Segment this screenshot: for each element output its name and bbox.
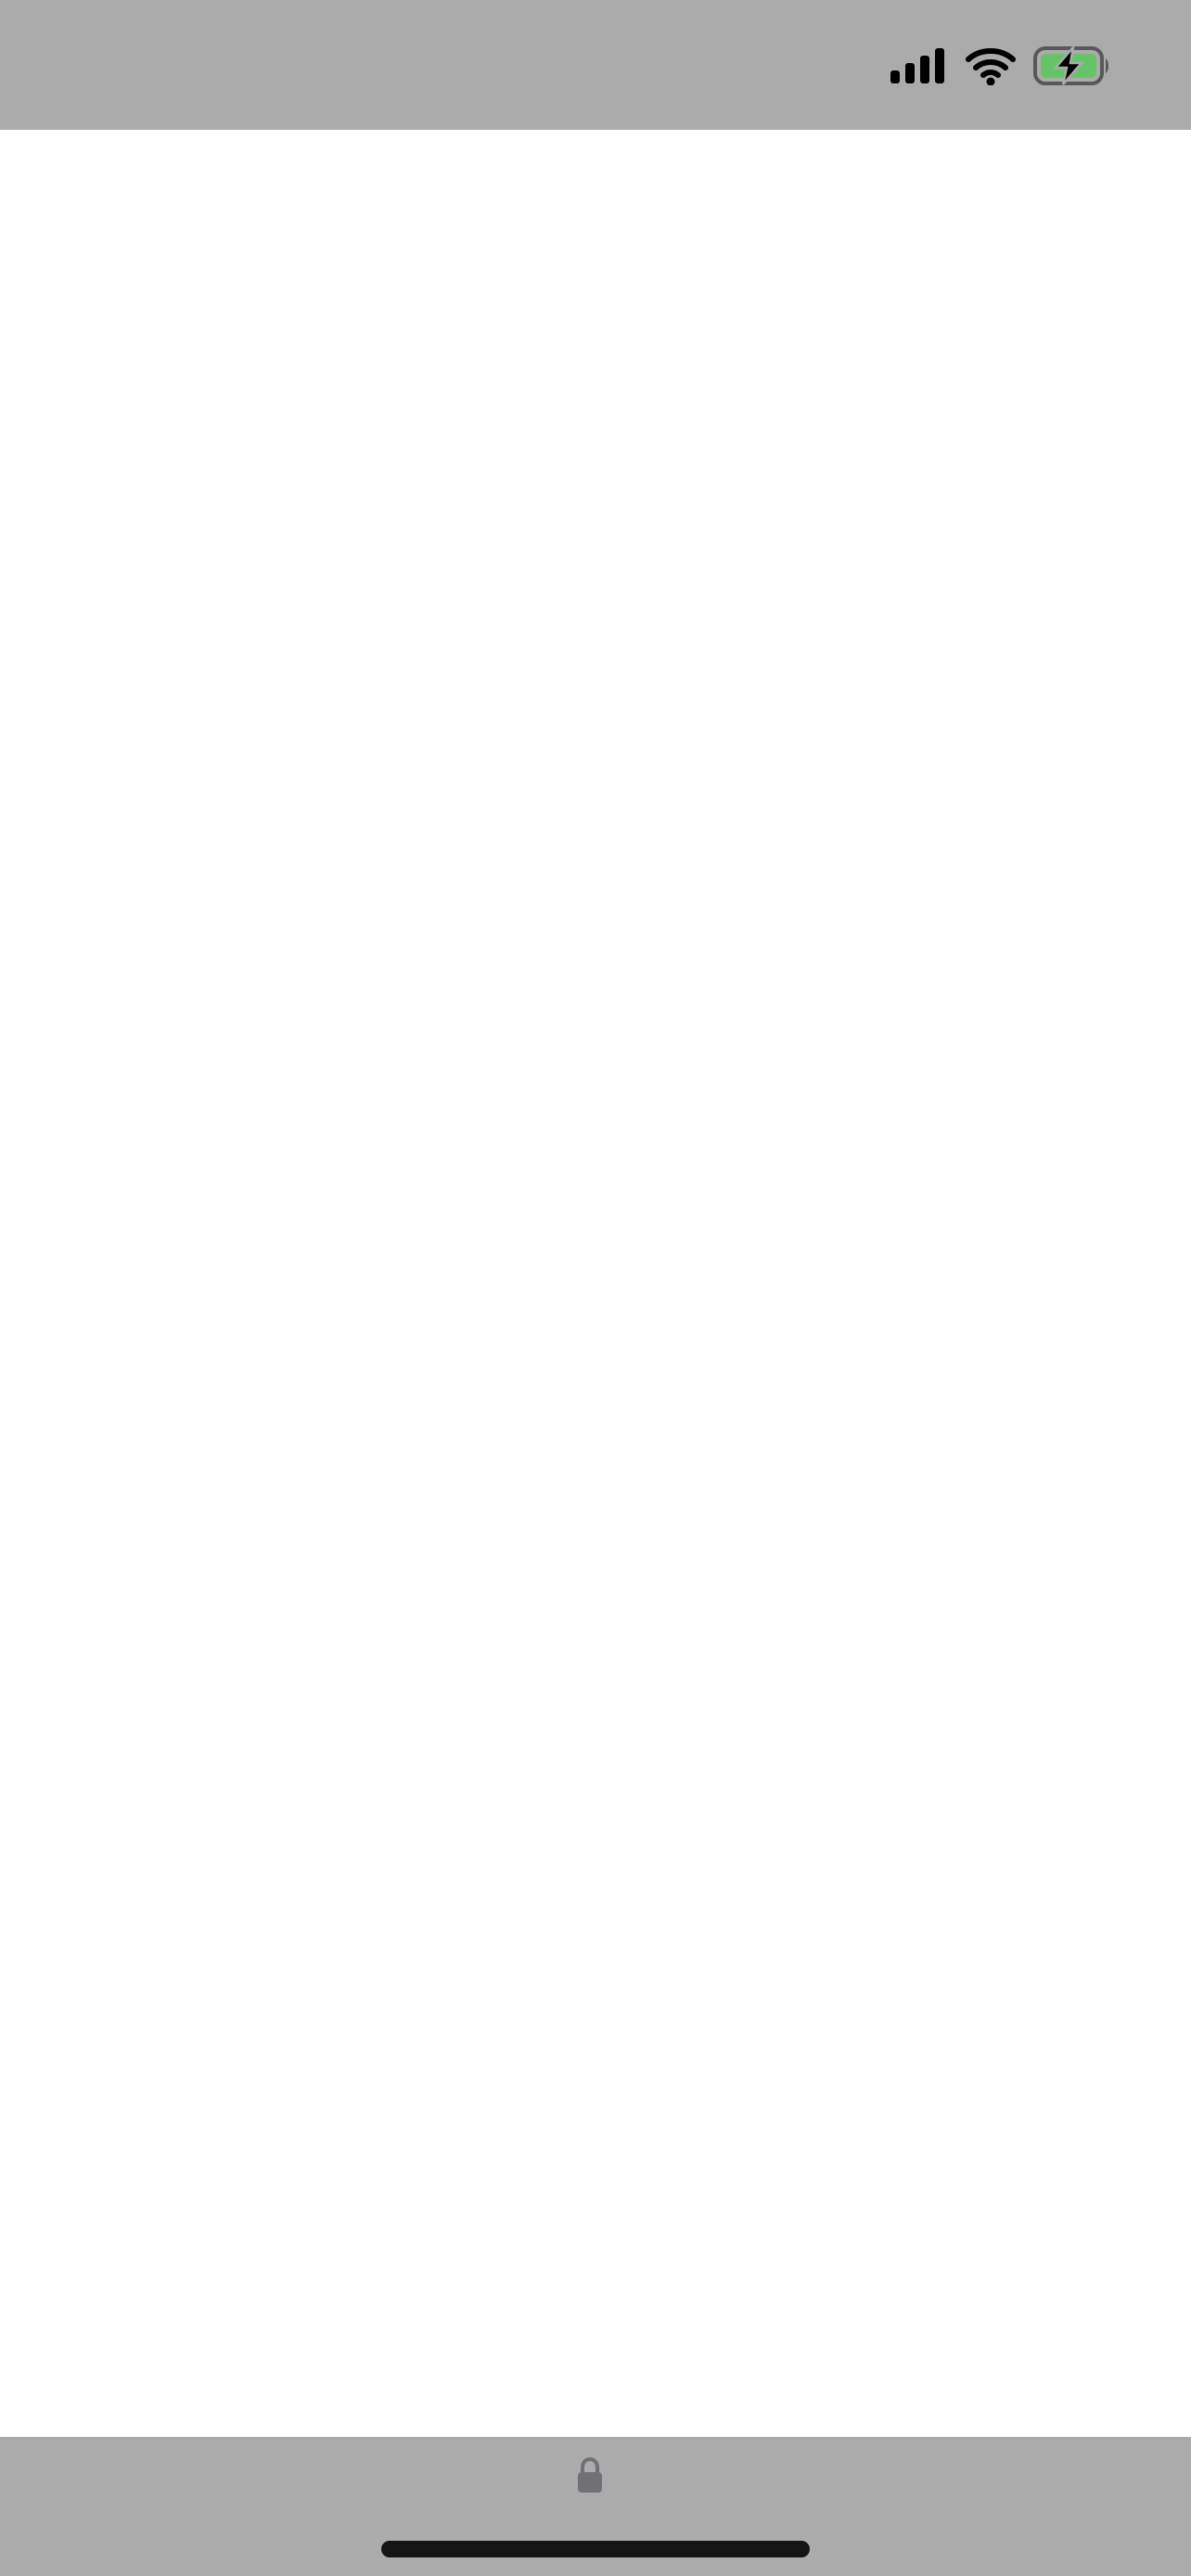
cellular-signal-icon xyxy=(890,46,948,90)
status-icons xyxy=(890,46,1113,90)
wifi-icon xyxy=(965,46,1017,90)
web-page-content[interactable] xyxy=(58,130,1153,154)
safari-bottom-bar xyxy=(0,2437,1191,2576)
lock-icon xyxy=(576,2457,604,2499)
home-indicator[interactable] xyxy=(381,2541,810,2557)
battery-charging-icon xyxy=(1033,46,1113,90)
address-bar[interactable] xyxy=(0,2457,1191,2499)
status-bar xyxy=(0,0,1191,130)
